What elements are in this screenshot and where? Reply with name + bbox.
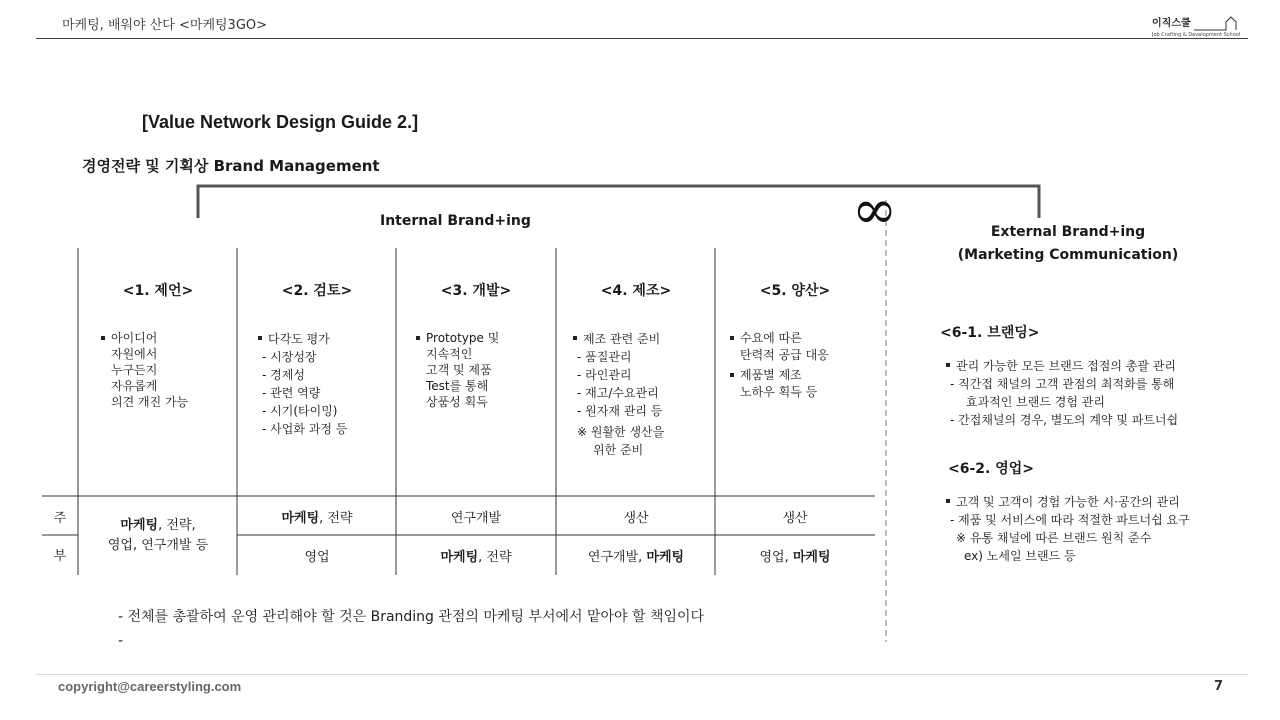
- cell-text: , 전략: [319, 511, 353, 526]
- main-row-cell: 생산: [623, 511, 649, 526]
- cell-bold: 마케팅: [792, 550, 831, 565]
- stage-title-3: <3. 개발>: [440, 283, 512, 299]
- branding-sub: 효과적인 브랜드 경험 관리: [966, 395, 1105, 409]
- main-row-cell: [238, 507, 396, 526]
- branding-bullet: 관리 가능한 모든 브랜드 접점의 총괄 관리: [946, 357, 1178, 375]
- page-number: 7: [1214, 679, 1224, 694]
- stage-2-sub: - 시장성장: [262, 350, 317, 364]
- cell-bold: 마케팅: [281, 511, 320, 526]
- stage-title-1: <1. 제언>: [122, 283, 194, 299]
- stage-3-line: Prototype 및: [416, 330, 499, 346]
- stage-4-note: 위한 준비: [593, 443, 644, 457]
- external-label-line-2: (Marketing Communication): [957, 247, 1179, 263]
- cell-bold: 마케팅: [440, 550, 479, 565]
- merged-cell-bold: 마케팅: [120, 518, 159, 533]
- external-branding-label: [950, 221, 1186, 267]
- stage-4-sub: - 재고/수요관리: [577, 386, 659, 400]
- header-title: 마케팅, 배워야 산다 <마케팅3GO>: [62, 18, 268, 33]
- main-row-cell: 연구개발: [450, 511, 502, 526]
- cell-text: 영업,: [759, 550, 793, 565]
- bottom-notes: [118, 605, 704, 653]
- cell-bold: 마케팅: [646, 550, 685, 565]
- stage-2-bullet: 다각도 평가: [258, 330, 347, 348]
- stage-3-line: 상품성 획득: [426, 395, 488, 409]
- merged-cell: [79, 516, 237, 556]
- stage-4-sub: - 라인관리: [577, 368, 632, 382]
- branding-sub: - 직간접 채널의 고객 관점의 최적화를 통해: [950, 377, 1175, 391]
- stage-1-line: 아이디어: [101, 330, 188, 346]
- stage-4-sub: - 원자재 관리 등: [577, 404, 663, 418]
- cell-text: , 전략: [478, 550, 512, 565]
- stage-2-content: [258, 330, 347, 438]
- branding-sub: - 간접채널의 경우, 별도의 계약 및 파트너쉽: [950, 413, 1179, 427]
- stage-1-content: [101, 330, 188, 410]
- logo-subtitle: Job Crafting & Development School: [1152, 32, 1241, 38]
- stage-4-content: [573, 330, 664, 459]
- stage-2-sub: - 사업화 과정 등: [262, 422, 348, 436]
- stage-4-bullet: 제조 관련 준비: [573, 330, 664, 348]
- external-label-line-1: External Brand+ing: [990, 224, 1146, 240]
- sub-row-cell: [557, 546, 715, 565]
- stage-2-sub: - 시기(타이밍): [262, 404, 338, 418]
- stage-3-content: [416, 330, 499, 410]
- sub-row-cell: 영업: [304, 550, 330, 565]
- sales-title: <6-2. 영업>: [948, 461, 1034, 477]
- sales-note: ※ 유통 채널에 따른 브랜드 원칙 준수: [956, 531, 1152, 545]
- cell-text: 연구개발,: [587, 550, 647, 565]
- branding-title: <6-1. 브랜딩>: [940, 325, 1040, 341]
- stage-title-4: <4. 제조>: [600, 283, 672, 299]
- merged-cell-line-2: 영업, 연구개발 등: [107, 538, 209, 553]
- sub-row-cell: [397, 546, 555, 565]
- sales-content: [946, 493, 1190, 565]
- sales-sub: - 제품 및 서비스에 따라 적절한 파트너쉽 요구: [950, 513, 1190, 527]
- stage-5-bullet: 제품별 제조: [730, 367, 829, 384]
- stage-5-line: 노하우 획득 등: [740, 385, 818, 399]
- row-label-main: 주: [53, 511, 67, 526]
- merged-cell-text: , 전략,: [158, 518, 196, 533]
- stage-4-note: ※ 원활한 생산을: [577, 425, 665, 439]
- row-label-sub: 부: [53, 549, 67, 564]
- stage-1-line: 자원에서: [111, 347, 158, 361]
- stage-3-line: 지속적인: [426, 347, 473, 361]
- infinity-icon: ∞: [852, 178, 897, 241]
- section-title: 경영전략 및 기획상 Brand Management: [82, 157, 380, 175]
- branding-content: [946, 357, 1178, 429]
- sub-row-cell: [716, 546, 874, 565]
- brand-management-bracket: [198, 186, 1039, 218]
- guide-title: [Value Network Design Guide 2.]: [142, 112, 419, 132]
- sales-example: ex) 노세일 브랜드 등: [964, 549, 1076, 563]
- internal-branding-label: Internal Brand+ing: [380, 213, 531, 229]
- stage-3-line: 고객 및 제품: [426, 363, 492, 377]
- stage-5-content: [730, 330, 829, 401]
- copyright: copyright@careerstyling.com: [58, 679, 242, 694]
- stage-3-line: Test를 통해: [426, 379, 489, 393]
- stage-1-line: 의견 개진 가능: [111, 395, 189, 409]
- stage-5-bullet: 수요에 따른: [730, 330, 829, 347]
- stage-title-2: <2. 검토>: [281, 283, 353, 299]
- main-row-cell: 생산: [782, 511, 808, 526]
- stage-4-sub: - 품질관리: [577, 350, 632, 364]
- note-line: -: [118, 633, 124, 649]
- note-line: - 전체를 총괄하여 운영 관리해야 할 것은 Branding 관점의 마케팅 부서에서 맡아야 할 책임이다: [118, 609, 705, 625]
- footer-divider: [36, 674, 1248, 675]
- stage-2-sub: - 관련 역량: [262, 386, 321, 400]
- stage-1-line: 누구든지: [111, 363, 158, 377]
- stage-1-line: 자유롭게: [111, 379, 158, 393]
- stage-2-sub: - 경제성: [262, 368, 305, 382]
- sales-bullet: 고객 및 고객이 경험 가능한 시·공간의 관리: [946, 493, 1190, 511]
- stage-title-5: <5. 양산>: [759, 283, 831, 299]
- stage-5-line: 탄력적 공급 대응: [740, 348, 829, 362]
- logo-name: 이직스쿨: [1152, 18, 1191, 29]
